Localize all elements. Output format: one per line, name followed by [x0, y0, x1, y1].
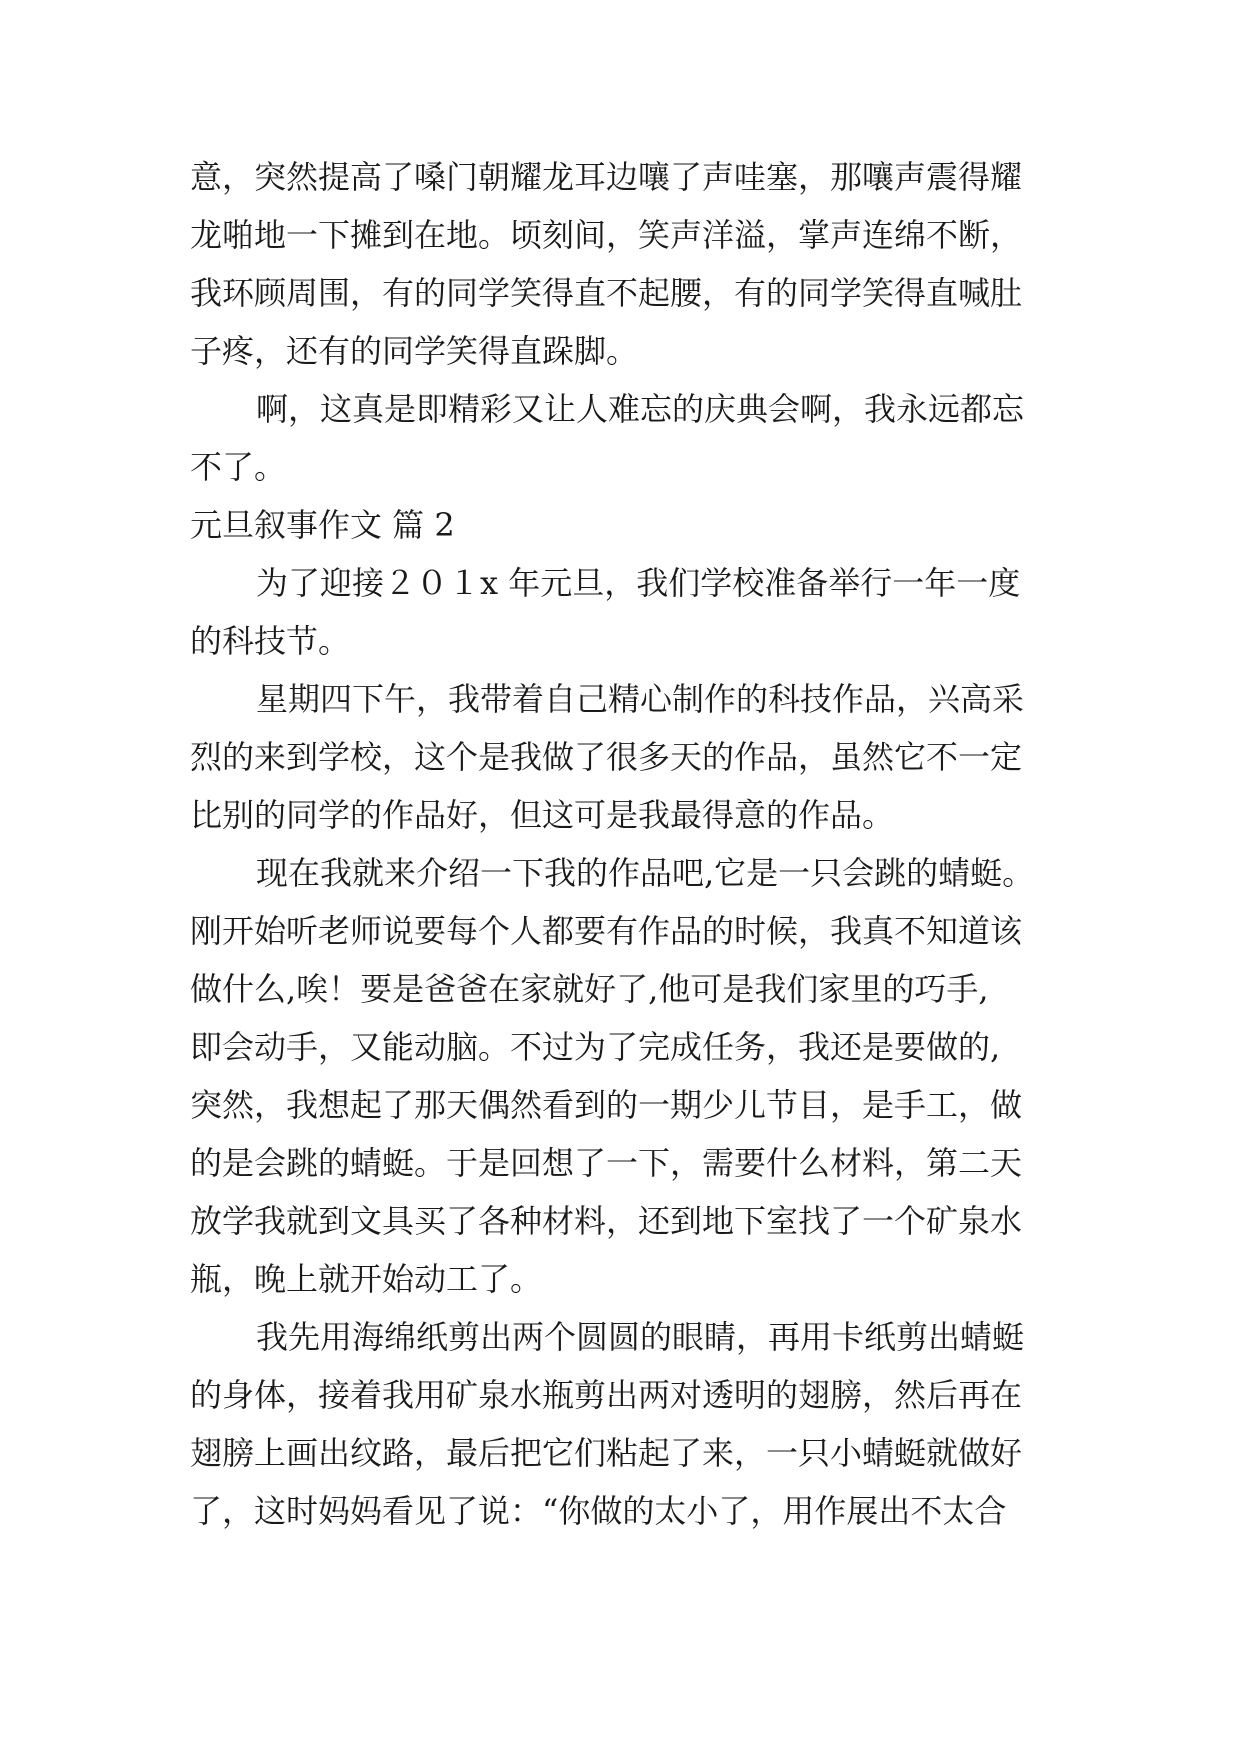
section-heading: 元旦叙事作文 篇 2: [190, 506, 455, 544]
text-line: 烈的来到学校，这个是我做了很多天的作品，虽然它不一定: [190, 738, 1023, 776]
text-line: 了，这时妈妈看见了说：“你做的太小了，用作展出不太合: [190, 1492, 1007, 1530]
paragraph-first-line: 星期四下午，我带着自己精心制作的科技作品，兴高采: [256, 680, 1025, 718]
text-line: 的身体，接着我用矿泉水瓶剪出两对透明的翅膀，然后再在: [190, 1376, 1023, 1414]
paragraph-first-line: 为了迎接２０１x 年元旦，我们学校准备举行一年一度: [256, 564, 1021, 602]
text-line: 突然，我想起了那天偶然看到的一期少儿节目，是手工，做: [190, 1086, 1023, 1124]
text-line: 的科技节。: [190, 622, 351, 660]
text-line: 龙啪地一下摊到在地。顷刻间，笑声洋溢，掌声连绵不断，: [190, 216, 1023, 254]
text-line: 意，突然提高了嗓门朝耀龙耳边嚷了声哇塞，那嚷声震得耀: [190, 158, 1023, 196]
text-line: 比别的同学的作品好，但这可是我最得意的作品。: [190, 796, 895, 834]
text-line: 的是会跳的蜻蜓。于是回想了一下，需要什么材料，第二天: [190, 1144, 1023, 1182]
paragraph-first-line: 我先用海绵纸剪出两个圆圆的眼睛，再用卡纸剪出蜻蜓: [256, 1318, 1025, 1356]
document-page: [190, 148, 1070, 1540]
text-line: 即会动手，又能动脑。不过为了完成任务，我还是要做的,: [190, 1028, 1001, 1066]
text-line: 瓶，晚上就开始动工了。: [190, 1260, 543, 1298]
text-line: 子疼，还有的同学笑得直跺脚。: [190, 332, 639, 370]
text-line: 我环顾周围，有的同学笑得直不起腰，有的同学笑得直喊肚: [190, 274, 1023, 312]
paragraph-first-line: 现在我就来介绍一下我的作品吧,它是一只会跳的蜻蜓。: [256, 854, 1035, 892]
paragraph-first-line: 啊，这真是即精彩又让人难忘的庆典会啊，我永远都忘: [256, 390, 1025, 428]
text-line: 刚开始听老师说要每个人都要有作品的时候，我真不知道该: [190, 912, 1023, 950]
text-line: 放学我就到文具买了各种材料，还到地下室找了一个矿泉水: [190, 1202, 1023, 1240]
text-line: 做什么,唉！要是爸爸在家就好了,他可是我们家里的巧手,: [190, 970, 989, 1008]
text-line: 翅膀上画出纹路，最后把它们粘起了来，一只小蜻蜓就做好: [190, 1434, 1023, 1472]
text-line: 不了。: [190, 448, 287, 486]
